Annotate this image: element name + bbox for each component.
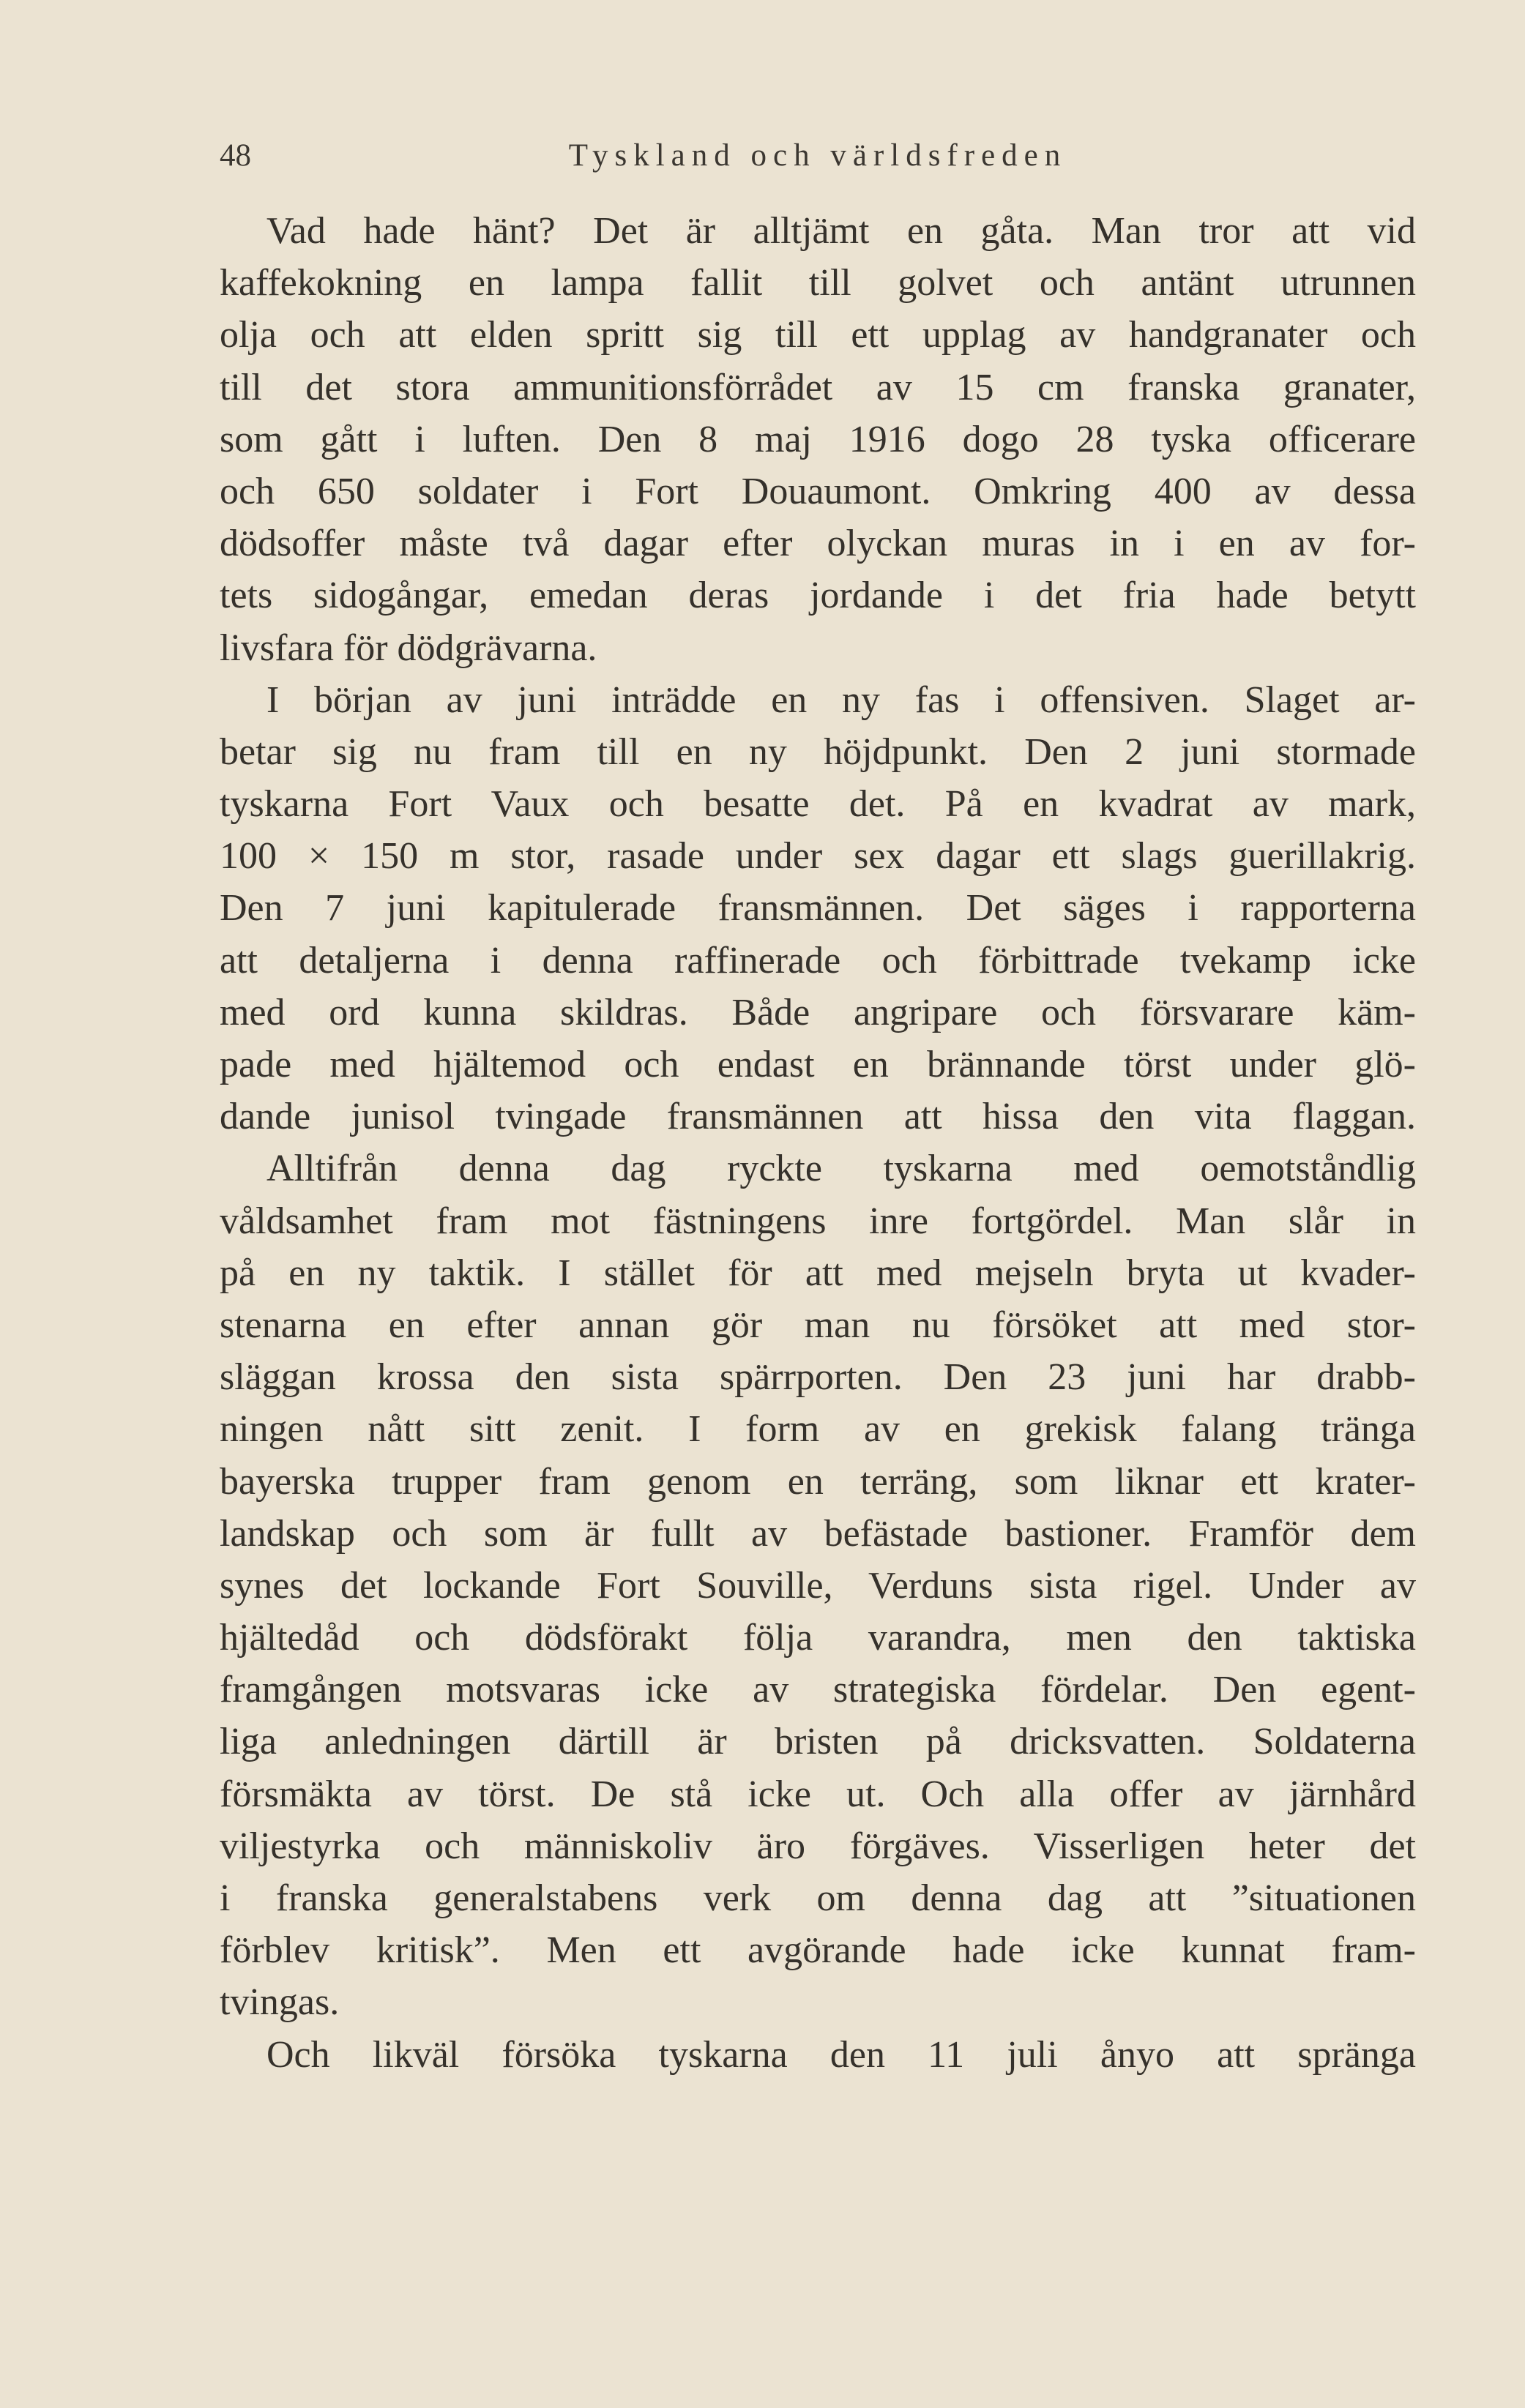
text-line: tvingas. [220, 1981, 340, 2024]
text-line: liga anledningen därtill är bristen på dricksvatten. Soldaterna [220, 1721, 1416, 1763]
text-line: försmäkta av törst. De stå icke ut. Och alla offer av järnhård [220, 1773, 1416, 1815]
text-line: tyskarna Fort Vaux och besatte det. På en kvadrat av mark, [220, 783, 1416, 826]
text-line: hjältedåd och dödsförakt följa varandra, men den taktiska [220, 1617, 1416, 1659]
text-line: ningen nått sitt zenit. I form av en grekisk falang tränga [220, 1408, 1416, 1451]
text-line: dande junisol tvingade fransmännen att hissa den vita flaggan. [220, 1096, 1416, 1138]
text-line: livsfara för dödgrävarna. [220, 627, 597, 669]
text-line: synes det lockande Fort Souville, Verduns sista rigel. Under av [220, 1564, 1416, 1607]
text-line: tets sidogångar, emedan deras jordande i det fria hade betytt [220, 575, 1416, 617]
text-line: till det stora ammunitionsförrådet av 15 cm franska granater, [220, 366, 1416, 408]
text-line: I början av juni inträdde en ny fas i offensiven. Slaget ar- [266, 678, 1416, 721]
text-line: Alltifrån denna dag ryckte tyskarna med oemotståndlig [266, 1148, 1416, 1190]
text-line: bayerska trupper fram genom en terräng, som liknar ett krater- [220, 1460, 1416, 1503]
text-line: i franska generalstabens verk om denna dag att ”situationen [220, 1877, 1416, 1919]
text-line: och 650 soldater i Fort Douaumont. Omkring 400 av dessa [220, 470, 1416, 512]
text-line: kaffekokning en lampa fallit till golvet och antänt utrunnen [220, 262, 1416, 304]
text-line: pade med hjältemod och endast en brännande törst under glö- [220, 1044, 1416, 1085]
text-line: framgången motsvaras icke av strategiska fördelar. Den egent- [220, 1669, 1416, 1711]
text-line: våldsamhet fram mot fästningens inre fortgördel. Man slår in [220, 1200, 1416, 1242]
text-line: dödsoffer måste två dagar efter olyckan muras in i en av for- [220, 523, 1416, 565]
body-text [220, 205, 1416, 2081]
page-number: 48 [220, 138, 251, 173]
text-line: förblev kritisk”. Men ett avgörande hade icke kunnat fram- [220, 1929, 1416, 1972]
page-header [220, 138, 1416, 189]
text-line: Den 7 juni kapitulerade fransmännen. Det säges i rapporterna [220, 887, 1416, 930]
text-line: släggan krossa den sista spärrporten. Den 23 juni har drabb- [220, 1356, 1416, 1399]
text-line: med ord kunna skildras. Både angripare och försvarare käm- [220, 991, 1416, 1033]
text-line: 100 × 150 m stor, rasade under sex dagar ett slags guerillakrig. [220, 835, 1416, 878]
text-line: att detaljerna i denna raffinerade och förbittrade tvekamp icke [220, 939, 1416, 981]
running-title: Tyskland och världsfreden [568, 138, 1067, 173]
text-line: betar sig nu fram till en ny höjdpunkt. Den 2 juni stormade [220, 730, 1416, 773]
text-line: Vad hade hänt? Det är alltjämt en gåta. Man tror att vid [266, 210, 1416, 252]
text-line: stenarna en efter annan gör man nu försöket att med stor- [220, 1304, 1416, 1346]
text-line: som gått i luften. Den 8 maj 1916 dogo 28 tyska officerare [220, 418, 1416, 460]
text-line: olja och att elden spritt sig till ett upplag av handgranater och [220, 314, 1416, 356]
text-line: viljestyrka och människoliv äro förgäves. Visserligen heter det [220, 1825, 1416, 1867]
text-line: Och likväl försöka tyskarna den 11 juli ånyo att spränga [266, 2033, 1416, 2076]
text-line: landskap och som är fullt av befästade bastioner. Framför dem [220, 1512, 1416, 1555]
text-line: på en ny taktik. I stället för att med mejseln bryta ut kvader- [220, 1252, 1416, 1294]
